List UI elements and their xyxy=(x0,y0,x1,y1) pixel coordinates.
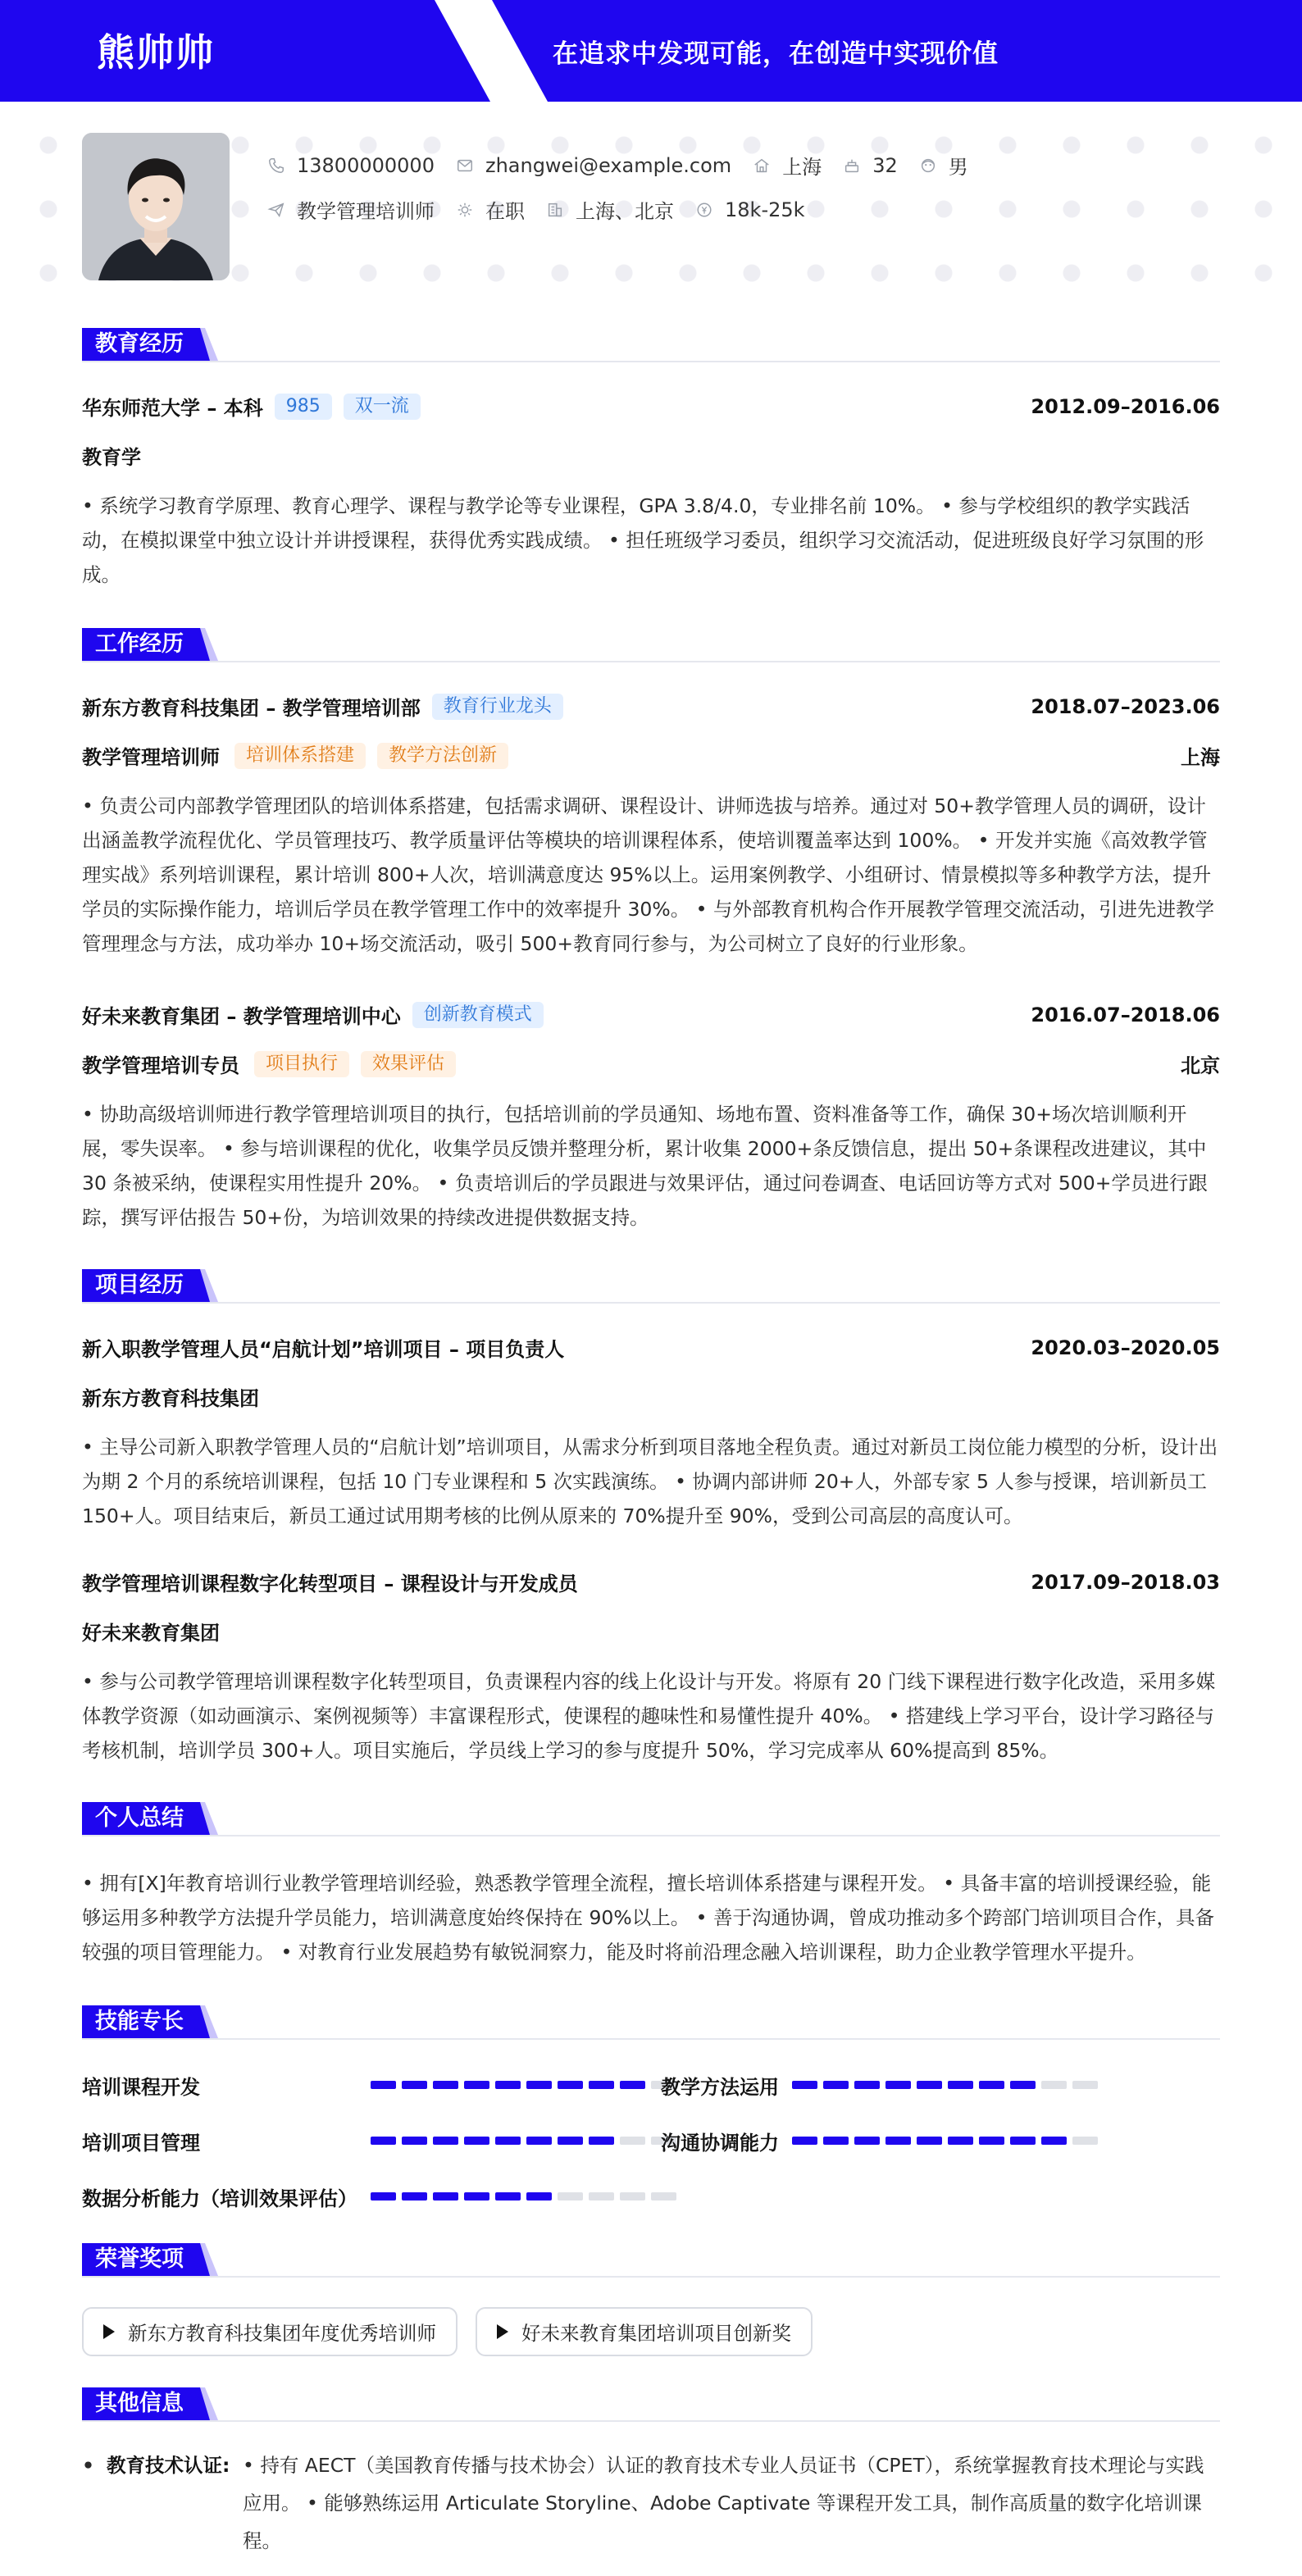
gender-item xyxy=(919,151,968,180)
skill-segment-filled xyxy=(885,2137,911,2145)
section-decoration xyxy=(197,328,218,361)
skill-name: 教学方法运用 xyxy=(661,2076,779,2099)
age-icon xyxy=(843,157,861,175)
role-name: 教学管理培训师 xyxy=(82,746,220,769)
skill-segment-filled xyxy=(558,2081,583,2089)
skill-segment-filled xyxy=(917,2137,942,2145)
work-date: 2016.07–2018.06 xyxy=(1031,1003,1220,1026)
work-role-row xyxy=(82,741,1220,770)
work-date: 2018.07–2023.06 xyxy=(1031,694,1220,718)
company-name: 好未来教育集团 – 教学管理培训中心 xyxy=(82,1005,401,1028)
skill-segment-filled xyxy=(948,2137,973,2145)
summary-text: • 拥有[X]年教育培训行业教学管理培训经验，熟悉教学管理全流程，擅长培训体系搭建与课程开发。 • 具备丰富的培训授课经验，能够运用多种教学方法提升学员能力，培训满意度始终保持在 90%以上。 • 善于沟通协调，曾成功推动多个跨部门培训项目合作，具备较强的项目管理能力。 • 对教育行业发展趋势有敏锐洞察力，能及时将前沿理念融入培训课程，助力企业教学管理水平提升。 xyxy=(82,1872,1215,1964)
section-divider xyxy=(82,2276,1220,2278)
role-tag: 教学方法创新 xyxy=(377,743,508,769)
skill-segment-filled xyxy=(433,2081,458,2089)
mail-icon xyxy=(456,157,474,175)
skill-segment-filled xyxy=(589,2081,614,2089)
section-title-summary: 个人总结 xyxy=(82,1802,197,1835)
award-item xyxy=(82,2307,458,2356)
skill-segment-filled xyxy=(1010,2081,1036,2089)
section-title-skills: 技能专长 xyxy=(82,2005,197,2038)
skill-segment-filled xyxy=(433,2137,458,2145)
skill-segment-filled xyxy=(979,2137,1004,2145)
phone-text: 13800000000 xyxy=(297,153,435,177)
skill-segment-filled xyxy=(371,2192,396,2201)
project-date: 2017.09–2018.03 xyxy=(1031,1570,1220,1594)
skill-segment-filled xyxy=(792,2081,817,2089)
section-divider xyxy=(82,661,1220,662)
other-info-item xyxy=(82,2446,1220,2560)
skill-segment-empty xyxy=(589,2192,614,2201)
building-icon xyxy=(546,201,564,219)
skill-level-bar xyxy=(792,2081,1104,2089)
position-item xyxy=(267,195,435,224)
status-text: 在职 xyxy=(485,200,525,223)
section-education xyxy=(82,328,1220,361)
job-row xyxy=(267,195,826,224)
school-name: 华东师范大学 – 本科 xyxy=(82,397,263,420)
other-info-label: 教育技术认证: xyxy=(107,2454,230,2477)
skill-segment-empty xyxy=(651,2192,676,2201)
section-decoration xyxy=(197,2387,218,2420)
role-tag: 项目执行 xyxy=(254,1051,349,1077)
section-work xyxy=(82,628,1220,661)
skill-segment-empty xyxy=(1072,2081,1098,2089)
skill-segment-filled xyxy=(854,2137,880,2145)
contact-row xyxy=(267,151,990,180)
skill-segment-empty xyxy=(1072,2137,1098,2145)
skill-segment-filled xyxy=(885,2081,911,2089)
skill-segment-filled xyxy=(558,2137,583,2145)
section-skills xyxy=(82,2005,1220,2038)
gender-text: 男 xyxy=(948,156,968,179)
role-tag: 培训体系搭建 xyxy=(234,743,366,769)
bullet-dot: • xyxy=(82,2454,95,2477)
company-name: 新东方教育科技集团 – 教学管理培训部 xyxy=(82,697,421,720)
play-icon xyxy=(103,2324,115,2339)
work-city: 北京 xyxy=(1181,1054,1220,1077)
project-title: 教学管理培训课程数字化转型项目 – 课程设计与开发成员 xyxy=(82,1572,578,1595)
section-title-awards: 荣誉奖项 xyxy=(82,2243,197,2276)
skill-segment-filled xyxy=(464,2192,489,2201)
skill-segment-filled xyxy=(371,2081,396,2089)
work-description: • 协助高级培训师进行教学管理培训项目的执行，包括培训前的学员通知、场地布置、资料准备等工作，确保 30+场次培训顺利开展，零失误率。 • 参与培训课程的优化，收集学员反馈并整理分析，累计收集 2000+条反馈信息，提出 50+条课程改进建议，其中 30 条被采纳，使课程实用性提升 20%。 • 负责培训后的学员跟进与效果评估，通过问卷调查、电话回访等方式对 500+学员进行跟踪，撰写评估报告 50+份，为培训效果的持续改进提供数据支持。 xyxy=(82,1103,1208,1229)
project-org-row xyxy=(82,1382,1220,1411)
education-header xyxy=(82,392,1220,421)
cities-text: 上海、北京 xyxy=(576,200,674,223)
skill-segment-filled xyxy=(948,2081,973,2089)
role-name: 教学管理培训专员 xyxy=(82,1054,239,1077)
salary-icon xyxy=(695,201,713,219)
project-date: 2020.03–2020.05 xyxy=(1031,1336,1220,1359)
status-item xyxy=(456,195,525,224)
other-info-text: • 持有 AECT（美国教育传播与技术协会）认证的教育技术专业人员证书（CPET），系统掌握教育技术理论与实践应用。 • 能够熟练运用 Articulate Storyline、Adobe Captivate 等课程开发工具，制作高质量的数字化培训课程。 xyxy=(243,2454,1204,2552)
resume-name: 熊帅帅 xyxy=(97,30,215,75)
section-awards xyxy=(82,2243,1220,2276)
phone-icon xyxy=(267,157,285,175)
project-org: 新东方教育科技集团 xyxy=(82,1387,259,1410)
section-summary xyxy=(82,1802,1220,1835)
section-decoration xyxy=(197,628,218,661)
work-header xyxy=(82,692,1220,721)
skill-segment-filled xyxy=(433,2192,458,2201)
skill-segment-filled xyxy=(402,2192,427,2201)
skill-level-bar xyxy=(371,2081,682,2089)
section-divider xyxy=(82,2038,1220,2040)
section-title-work: 工作经历 xyxy=(82,628,197,661)
section-divider xyxy=(82,2420,1220,2422)
skill-name: 培训课程开发 xyxy=(82,2076,200,2099)
section-decoration xyxy=(197,1802,218,1835)
education-major-row xyxy=(82,441,1220,470)
education-date: 2012.09–2016.06 xyxy=(1031,394,1220,418)
skill-segment-filled xyxy=(792,2137,817,2145)
work-role-row xyxy=(82,1049,1220,1078)
work-description: • 负责公司内部教学管理团队的培训体系搭建，包括需求调研、课程设计、讲师选拔与培养。通过对 50+教学管理人员的调研，设计出涵盖教学流程优化、学员管理技巧、教学质量评估等模块的培训课程体系，使培训覆盖率达到 100%。 • 开发并实施《高效教学管理实战》系列培训课程，累计培训 800+人次，培训满意度达 95%以上。运用案例教学、小组研讨、情景模拟等多种教学方法，提升学员的实际操作能力，培训后学员在教学管理工作中的效率提升 30%。 • 与外部教育机构合作开展教学管理交流活动，引进先进教学管理理念与方法，成功举办 10+场交流活动，吸引 500+教育同行参与，为公司树立了良好的行业形象。 xyxy=(82,794,1215,955)
email-text: zhangwei@example.com xyxy=(485,153,732,177)
work-city: 上海 xyxy=(1181,746,1220,769)
company-tag: 创新教育模式 xyxy=(412,1002,544,1028)
skill-segment-empty xyxy=(620,2192,645,2201)
gender-icon xyxy=(919,157,937,175)
location-item xyxy=(753,151,822,180)
age-item xyxy=(843,154,898,177)
project-description: • 参与公司教学管理培训课程数字化转型项目，负责课程内容的线上化设计与开发。将原有 20 门线下课程进行数字化改造，采用多媒体教学资源（如动画演示、案例视频等）丰富课程形式，使课程的趣味性和易懂性提升 40%。 • 搭建线上学习平台，设计学习路径与考核机制，培训学员 300+人。项目实施后，学员线上学习的参与度提升 50%，学习完成率从 60%提高到 85%。 xyxy=(82,1670,1216,1762)
project-header xyxy=(82,1333,1220,1362)
skill-segment-filled xyxy=(526,2192,552,2201)
role-tag: 效果评估 xyxy=(361,1051,456,1077)
skill-name: 数据分析能力（培训效果评估） xyxy=(82,2187,357,2210)
skill-level-bar xyxy=(792,2137,1104,2145)
section-decoration xyxy=(197,2243,218,2276)
skill-segment-filled xyxy=(402,2081,427,2089)
skill-segment-filled xyxy=(495,2137,521,2145)
salary-text: 18k-25k xyxy=(725,198,805,221)
section-title-other: 其他信息 xyxy=(82,2387,197,2420)
project-org-row xyxy=(82,1617,1220,1645)
section-divider xyxy=(82,361,1220,362)
education-major: 教育学 xyxy=(82,446,141,469)
skill-segment-filled xyxy=(464,2081,489,2089)
play-icon xyxy=(497,2324,508,2339)
age-text: 32 xyxy=(872,153,898,177)
email-item xyxy=(456,154,731,177)
skill-name: 沟通协调能力 xyxy=(661,2132,779,2155)
home-icon xyxy=(753,157,771,175)
skill-segment-filled xyxy=(1010,2137,1036,2145)
skill-segment-empty xyxy=(1041,2081,1067,2089)
section-projects xyxy=(82,1269,1220,1302)
skill-segment-filled xyxy=(495,2192,521,2201)
project-description: • 主导公司新入职教学管理人员的“启航计划”培训项目，从需求分析到项目落地全程负责。通过对新员工岗位能力模型的分析，设计出为期 2 个月的系统培训课程，包括 10 门专业课程和 5 次实践演练。 • 协调内部讲师 20+人，外部专家 5 人参与授课，培训新员工 150+人。项目结束后，新员工通过试用期考核的比例从原来的 70%提升至 90%，受到公司高层的高度认可。 xyxy=(82,1436,1218,1527)
award-item xyxy=(476,2307,813,2356)
skill-segment-empty xyxy=(620,2137,645,2145)
header-bar xyxy=(0,0,1302,102)
resume-slogan: 在追求中发现可能，在创造中实现价值 xyxy=(553,39,999,69)
skill-name: 培训项目管理 xyxy=(82,2132,200,2155)
skill-level-bar xyxy=(371,2137,682,2145)
section-title-projects: 项目经历 xyxy=(82,1269,197,1302)
section-decoration xyxy=(197,2005,218,2038)
company-tag: 教育行业龙头 xyxy=(432,694,563,720)
education-description: • 系统学习教育学原理、教育心理学、课程与教学论等专业课程，GPA 3.8/4.0，专业排名前 10%。 • 参与学校组织的教学实践活动，在模拟课堂中独立设计并讲授课程，获得优秀实践成绩。 • 担任班级学习委员，组织学习交流活动，促进班级良好学习氛围的形成。 xyxy=(82,494,1204,586)
section-other xyxy=(82,2387,1220,2420)
phone-item xyxy=(267,154,435,177)
skill-segment-empty xyxy=(558,2192,583,2201)
project-org: 好未来教育集团 xyxy=(82,1622,220,1645)
skill-segment-filled xyxy=(979,2081,1004,2089)
section-divider xyxy=(82,1302,1220,1304)
skill-segment-filled xyxy=(526,2137,552,2145)
skill-segment-filled xyxy=(464,2137,489,2145)
section-decoration xyxy=(197,1269,218,1302)
skill-segment-filled xyxy=(823,2137,849,2145)
skill-segment-filled xyxy=(917,2081,942,2089)
skill-segment-filled xyxy=(823,2081,849,2089)
skill-level-bar xyxy=(371,2192,682,2201)
send-icon xyxy=(267,201,285,219)
status-icon xyxy=(456,201,474,219)
award-text: 好未来教育集团培训项目创新奖 xyxy=(521,2322,791,2345)
project-title: 新入职教学管理人员“启航计划”培训项目 – 项目负责人 xyxy=(82,1338,565,1361)
skill-segment-filled xyxy=(402,2137,427,2145)
salary-item xyxy=(695,198,805,221)
section-divider xyxy=(82,1835,1220,1836)
skill-segment-filled xyxy=(1041,2137,1067,2145)
skill-segment-filled xyxy=(371,2137,396,2145)
avatar xyxy=(82,133,230,280)
skill-segment-filled xyxy=(589,2137,614,2145)
work-header xyxy=(82,1000,1220,1029)
location-text: 上海 xyxy=(782,156,822,179)
cities-item xyxy=(546,195,674,224)
award-text: 新东方教育科技集团年度优秀培训师 xyxy=(128,2322,436,2345)
school-tag: 双一流 xyxy=(344,394,421,420)
project-header xyxy=(82,1568,1220,1596)
skill-segment-filled xyxy=(495,2081,521,2089)
skill-segment-filled xyxy=(854,2081,880,2089)
school-tag: 985 xyxy=(275,394,332,420)
section-title-education: 教育经历 xyxy=(82,328,197,361)
skill-segment-filled xyxy=(620,2081,645,2089)
position-text: 教学管理培训师 xyxy=(297,200,435,223)
skill-segment-filled xyxy=(526,2081,552,2089)
